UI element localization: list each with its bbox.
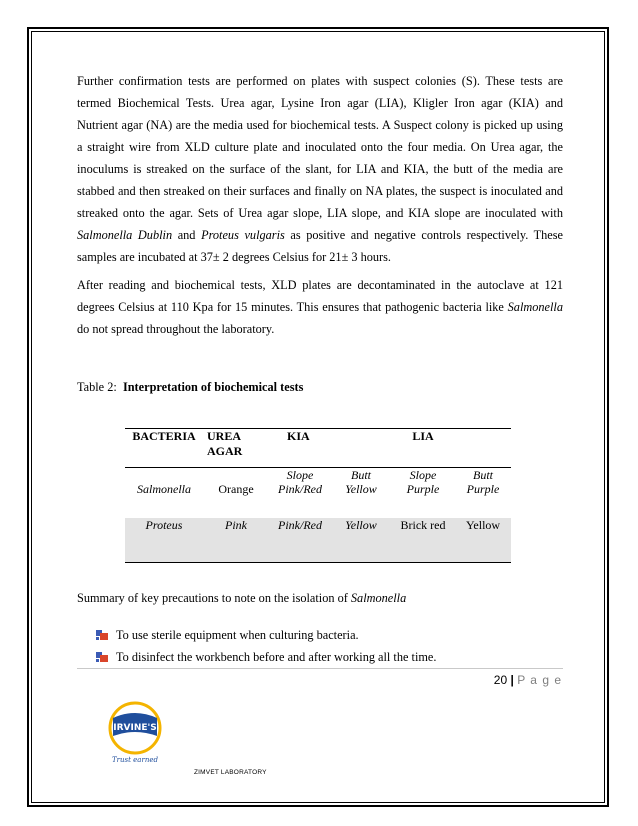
paragraph-biochemical-tests: [77, 70, 563, 268]
italic-term: Salmonella Dublin: [77, 228, 173, 242]
bullet-text: To use sterile equipment when culturing bacteria.: [116, 628, 359, 642]
cell-bacteria: Salmonella: [137, 482, 191, 496]
subheader-lia-slope: Slope: [391, 468, 455, 483]
subheader-kia-slope: Slope: [269, 468, 331, 483]
header-empty: [331, 429, 391, 468]
table-row: [125, 482, 511, 518]
list-item: [95, 624, 436, 646]
page-label: P a g e: [517, 673, 562, 687]
cell-kia-butt: Yellow: [345, 482, 377, 496]
table-subheader-row: [125, 468, 511, 483]
cell-urea: Orange: [218, 482, 254, 496]
cell-urea: Pink: [203, 518, 269, 563]
body-text: [77, 70, 563, 340]
logo-tagline: Trust earned: [112, 756, 158, 764]
text-run: and: [172, 228, 202, 242]
bullet-text: To disinfect the workbench before and after working all the time.: [116, 650, 437, 664]
text-run: After reading and biochemical tests, XLD plates are decontaminated in the autoclave at 121 degrees Celsius at 110 Kpa for 15 minutes. This ensures that pathogenic bacteria like: [77, 278, 563, 314]
table-row: [125, 518, 511, 563]
cell-bacteria: Proteus: [125, 518, 203, 563]
header-bacteria: BACTERIA: [125, 429, 203, 468]
lab-name: ZIMVET LABORATORY: [194, 769, 267, 776]
page-number: [494, 673, 562, 687]
cell-lia-slope: Purple: [406, 482, 440, 496]
table-caption: [77, 380, 303, 395]
footer-divider: [77, 668, 563, 669]
cell-kia-slope: Pink/Red: [269, 518, 331, 563]
header-urea-line2: AGAR: [207, 444, 243, 458]
summary-heading: [77, 591, 406, 606]
header-lia: LIA: [391, 429, 455, 468]
bullet-arrow-icon: [95, 629, 109, 641]
cell-lia-butt: Yellow: [455, 518, 511, 563]
logo-text: IRVINE'S: [113, 723, 157, 733]
subheader-lia-butt: Butt: [455, 468, 511, 483]
cell-kia-butt: Yellow: [331, 518, 391, 563]
table-caption-prefix: Table 2:: [77, 380, 117, 394]
summary-italic: Salmonella: [350, 591, 407, 605]
precautions-list: [95, 624, 436, 668]
subheader-empty: [203, 468, 269, 483]
irvines-logo: [100, 700, 170, 766]
italic-term: Proteus vulgaris: [201, 228, 285, 242]
cell-lia-butt: Purple: [466, 482, 500, 496]
list-item: [95, 646, 436, 668]
header-urea-line1: UREA: [207, 429, 242, 443]
page-number-separator: |: [510, 673, 514, 687]
header-empty: [455, 429, 511, 468]
summary-prefix: Summary of key precautions to note on the isolation of: [77, 591, 351, 605]
page-number-value: 20: [493, 673, 508, 687]
bullet-arrow-icon: [95, 651, 109, 663]
header-kia: KIA: [269, 429, 331, 468]
paragraph-decontamination: [77, 274, 563, 340]
text-run: do not spread throughout the laboratory.: [77, 322, 275, 336]
cell-lia-slope: Brick red: [391, 518, 455, 563]
text-run: as positive and negative controls respectively. These samples are incubated at 37± 2 degrees Celsius for 21± 3 hours.: [77, 228, 564, 264]
subheader-kia-butt: Butt: [331, 468, 391, 483]
cell-kia-slope: Pink/Red: [278, 482, 322, 496]
table-caption-title: Interpretation of biochemical tests: [122, 380, 304, 394]
table-header-row: [125, 429, 511, 468]
subheader-empty: [125, 468, 203, 483]
italic-term: Salmonella: [507, 300, 563, 314]
header-urea-agar: [203, 429, 269, 468]
text-run: Further confirmation tests are performed on plates with suspect colonies (S). These tests are termed Biochemical Tests. Urea agar, Lysine Iron agar (LIA), Kligler Iron agar (KIA) and Nutrient agar (NA) are the media used for biochemical tests. A Suspect colony is picked up using a straight wire from XLD culture plate and inoculated onto the four media. On Urea agar, the inoculums is streaked on the surface of the slant, for LIA and KIA, the butt of the media are stabbed and then streaked on their surfaces and finally on NA plates, the suspect is inoculated and streaked onto the agar. Sets of Urea agar slope, LIA slope, and KIA slope are inoculated with: [77, 74, 563, 220]
biochemical-table: [125, 428, 511, 563]
